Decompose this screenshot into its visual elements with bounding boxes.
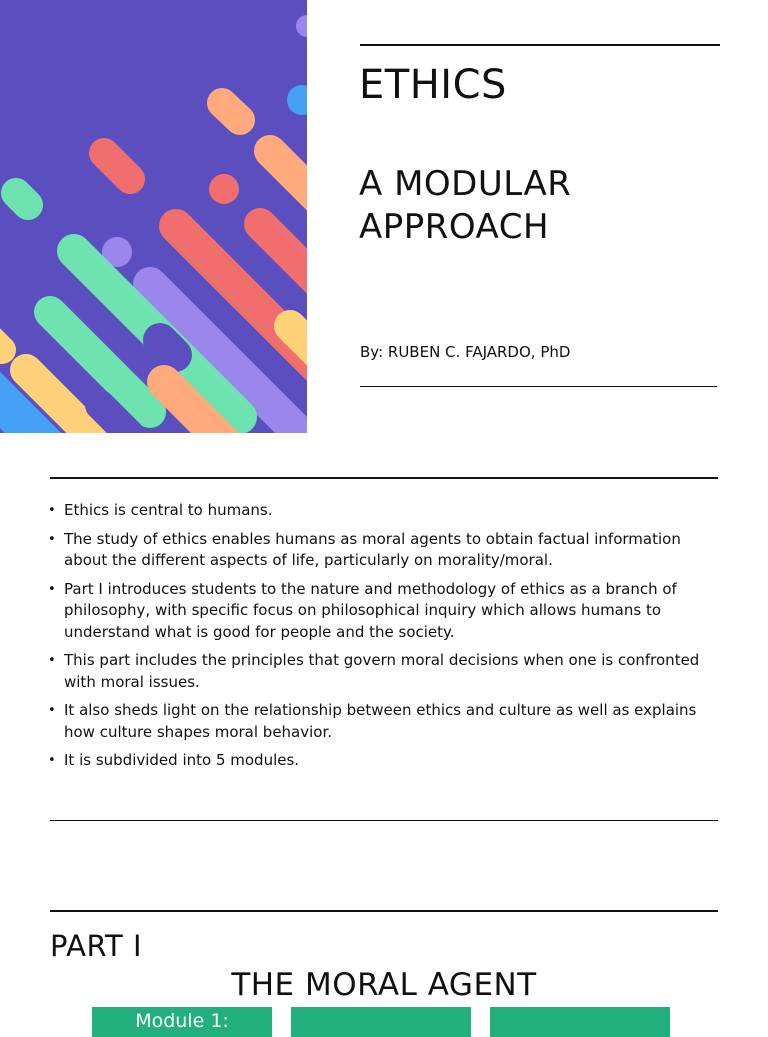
bullet-text: It also sheds light on the relationship between ethics and culture as well as explains how culture shapes moral behavior. <box>64 701 697 741</box>
bullet-text: It is subdivided into 5 modules. <box>64 751 300 769</box>
summary-bullet-list <box>48 500 718 779</box>
summary-bottom-rule <box>50 820 718 821</box>
bullet-dot-icon: • <box>48 531 56 547</box>
bullet-item <box>48 529 718 572</box>
bullet-dot-icon: • <box>48 753 56 768</box>
bullet-dot-icon: • <box>48 503 56 518</box>
bullet-dot-icon: • <box>48 653 56 668</box>
module-2-box <box>291 1007 471 1037</box>
module-3-box <box>490 1007 670 1037</box>
cover-top-rule <box>360 44 720 46</box>
cover-bottom-rule <box>360 386 717 387</box>
summary-top-rule <box>50 477 718 479</box>
bullet-text: Part I introduces students to the nature and methodology of ethics as a branch of philosophy, with specific focus on philosophical inquiry which allows humans to understand what is good for people and the society. <box>64 579 677 641</box>
bullet-item <box>48 750 718 772</box>
part-top-rule <box>50 910 718 912</box>
cover-art <box>0 0 307 433</box>
bullet-item <box>48 500 718 522</box>
bullet-item <box>48 700 718 743</box>
cover-title: ETHICS <box>359 62 507 108</box>
bullet-dot-icon: • <box>48 703 56 718</box>
bullet-dot-icon: • <box>48 581 56 597</box>
bullet-item <box>48 579 718 644</box>
bullet-text: Ethics is central to humans. <box>64 501 273 519</box>
bullet-item <box>48 650 718 693</box>
bullet-text: The study of ethics enables humans as moral agents to obtain factual information about the different aspects of life, particularly on morality/moral. <box>64 529 681 569</box>
module-1-box: Module 1: <box>92 1007 272 1037</box>
part-title: THE MORAL AGENT <box>231 967 537 1003</box>
part-label: PART I <box>50 929 142 963</box>
bullet-text: This part includes the principles that govern moral decisions when one is confronted with moral issues. <box>64 651 700 691</box>
cover-author: By: RUBEN C. FAJARDO, PhD <box>360 343 571 361</box>
cover-subtitle: A MODULAR APPROACH <box>359 164 572 247</box>
